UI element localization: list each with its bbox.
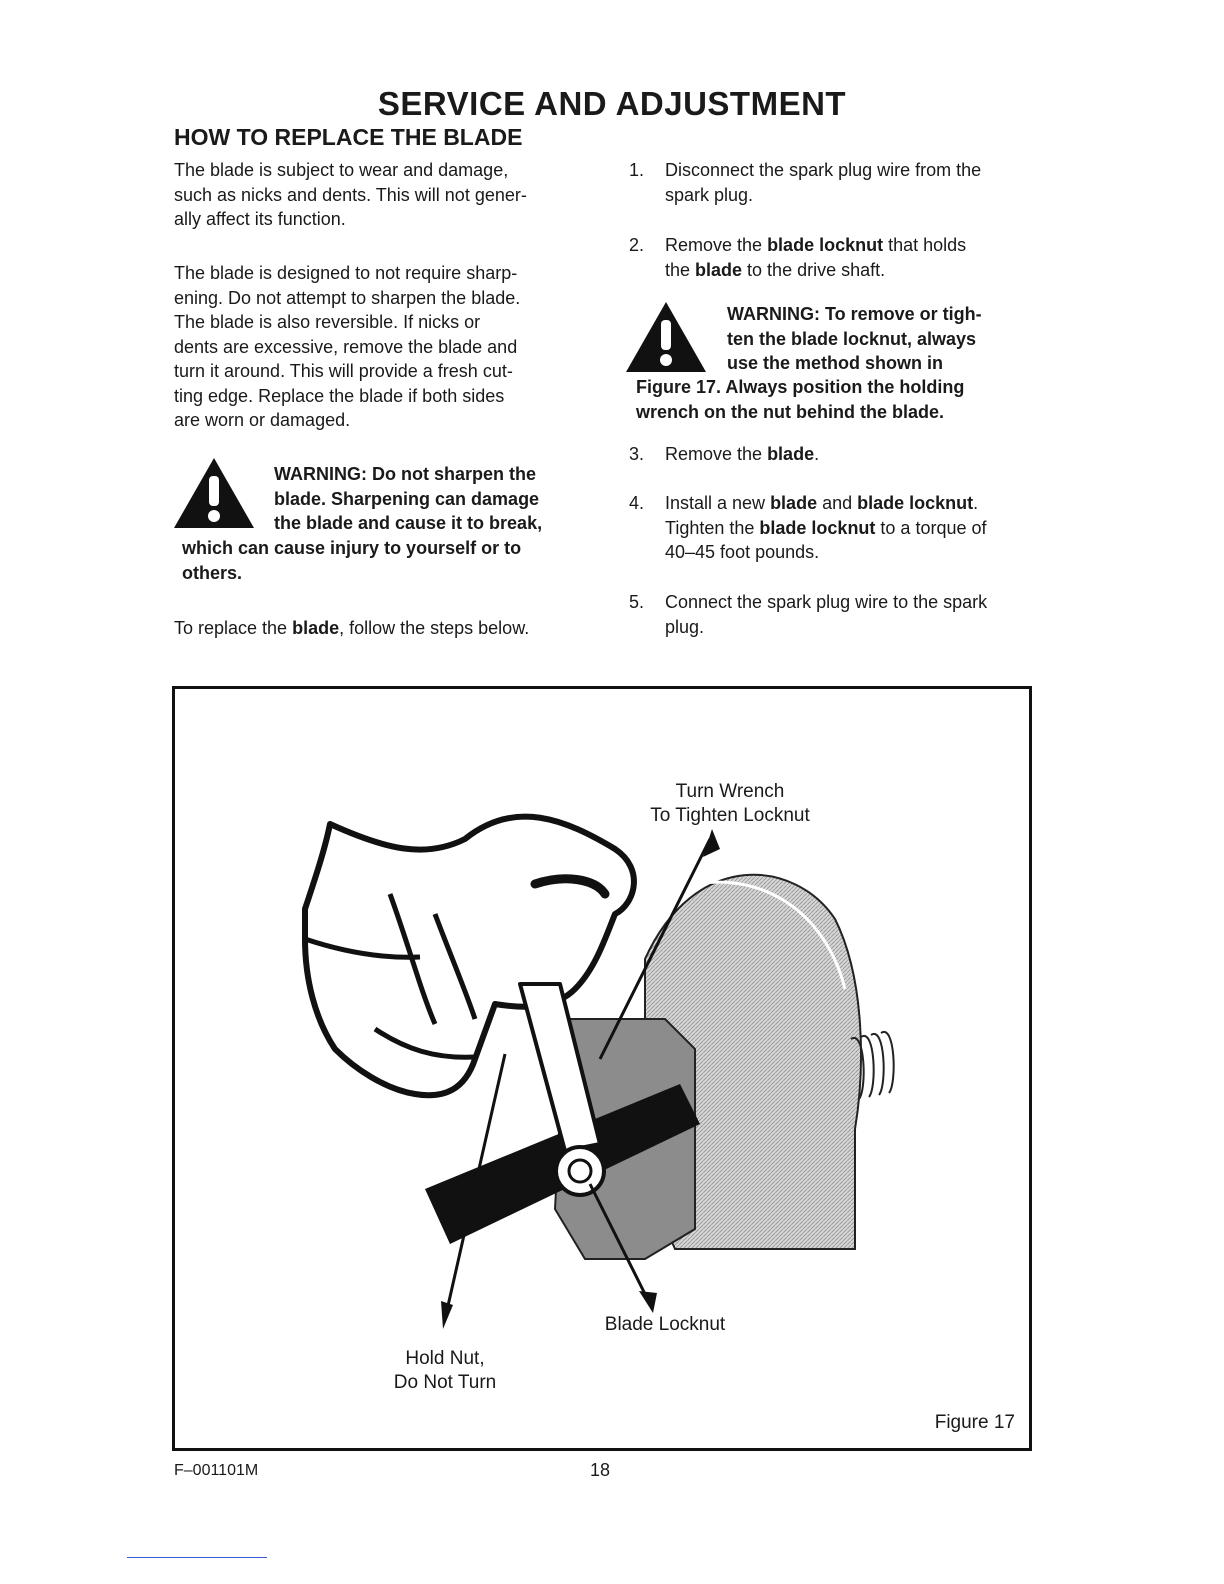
label-line: Do Not Turn	[393, 1372, 497, 1393]
text-line: spark plug.	[665, 184, 754, 205]
step-number: 3.	[629, 444, 645, 464]
label-turn-wrench	[625, 780, 835, 828]
label-blade-locknut: Blade Locknut	[604, 1314, 726, 1335]
warning-line: use the method shown in	[727, 353, 944, 373]
warning-line: blade. Sharpening can damage	[274, 488, 540, 509]
text-line: 40–45 foot pounds.	[665, 542, 820, 562]
warning-sharpen-continued	[182, 536, 521, 585]
replace-intro	[174, 616, 529, 641]
warning-line: wrench on the nut behind the blade.	[636, 401, 945, 422]
text-line: ally affect its function.	[174, 209, 346, 229]
figure-17	[172, 686, 1032, 1451]
text-line: the blade to the drive shaft.	[665, 259, 886, 280]
text-line: Install a new blade and blade locknut.	[665, 493, 979, 513]
warning-sharpen	[274, 462, 542, 536]
divider	[127, 1557, 267, 1558]
warning-locknut	[727, 302, 982, 376]
document-code: F–001101M	[174, 1462, 259, 1479]
warning-line: others.	[182, 562, 243, 583]
label-hold-nut	[365, 1347, 525, 1395]
text-line: The blade is also reversible. If nicks or	[174, 312, 481, 332]
label-line: Turn Wrench	[675, 781, 785, 802]
label-line: To Tighten Locknut	[650, 805, 810, 826]
warning-line: WARNING: Do not sharpen the	[274, 464, 536, 484]
reversible-paragraph	[174, 261, 520, 433]
page-title: SERVICE AND ADJUSTMENT	[377, 85, 847, 122]
warning-line: the blade and cause it to break,	[274, 513, 543, 533]
warning-triangle-icon	[624, 300, 708, 374]
step-number: 1.	[629, 160, 645, 180]
figure-caption: Figure 17	[934, 1412, 1015, 1433]
step-number: 4.	[629, 493, 645, 513]
text-line: turn it around. This will provide a fresh cut-	[174, 361, 513, 381]
text-line: ening. Do not attempt to sharpen the blade.	[174, 287, 521, 308]
text-line: such as nicks and dents. This will not gener-	[174, 184, 527, 205]
text-line: dents are excessive, remove the blade and	[174, 336, 518, 357]
warning-line: ten the blade locknut, always	[727, 328, 977, 349]
text-line: The blade is designed to not require sharp-	[174, 263, 518, 283]
step-number: 5.	[629, 592, 645, 612]
label-line: Hold Nut,	[405, 1348, 485, 1369]
text-line: Tighten the blade locknut to a torque of	[665, 517, 987, 538]
text-run-bold: blade	[292, 618, 340, 638]
text-line: Remove the blade.	[665, 444, 820, 464]
text-line: Connect the spark plug wire to the spark	[665, 592, 988, 612]
text-run: To replace the	[174, 618, 293, 638]
text-line: The blade is subject to wear and damage,	[174, 160, 509, 180]
text-line: plug.	[665, 616, 705, 637]
section-heading: HOW TO REPLACE THE BLADE	[174, 124, 523, 150]
warning-line: Figure 17. Always position the holding	[636, 377, 965, 397]
warning-triangle-icon	[172, 456, 256, 530]
warning-line: which can cause injury to yourself or to	[182, 538, 522, 558]
text-line: ting edge. Replace the blade if both sides	[174, 385, 505, 406]
warning-locknut-continued	[636, 375, 964, 424]
text-run: , follow the steps below.	[339, 618, 530, 638]
intro-paragraph	[174, 158, 527, 232]
text-line: Remove the blade locknut that holds	[665, 235, 967, 255]
page-number: 18	[590, 1460, 611, 1480]
text-line: Disconnect the spark plug wire from the	[665, 160, 982, 180]
step-number: 2.	[629, 235, 645, 255]
text-line: are worn or damaged.	[174, 410, 351, 430]
warning-line: WARNING: To remove or tigh-	[727, 304, 982, 324]
